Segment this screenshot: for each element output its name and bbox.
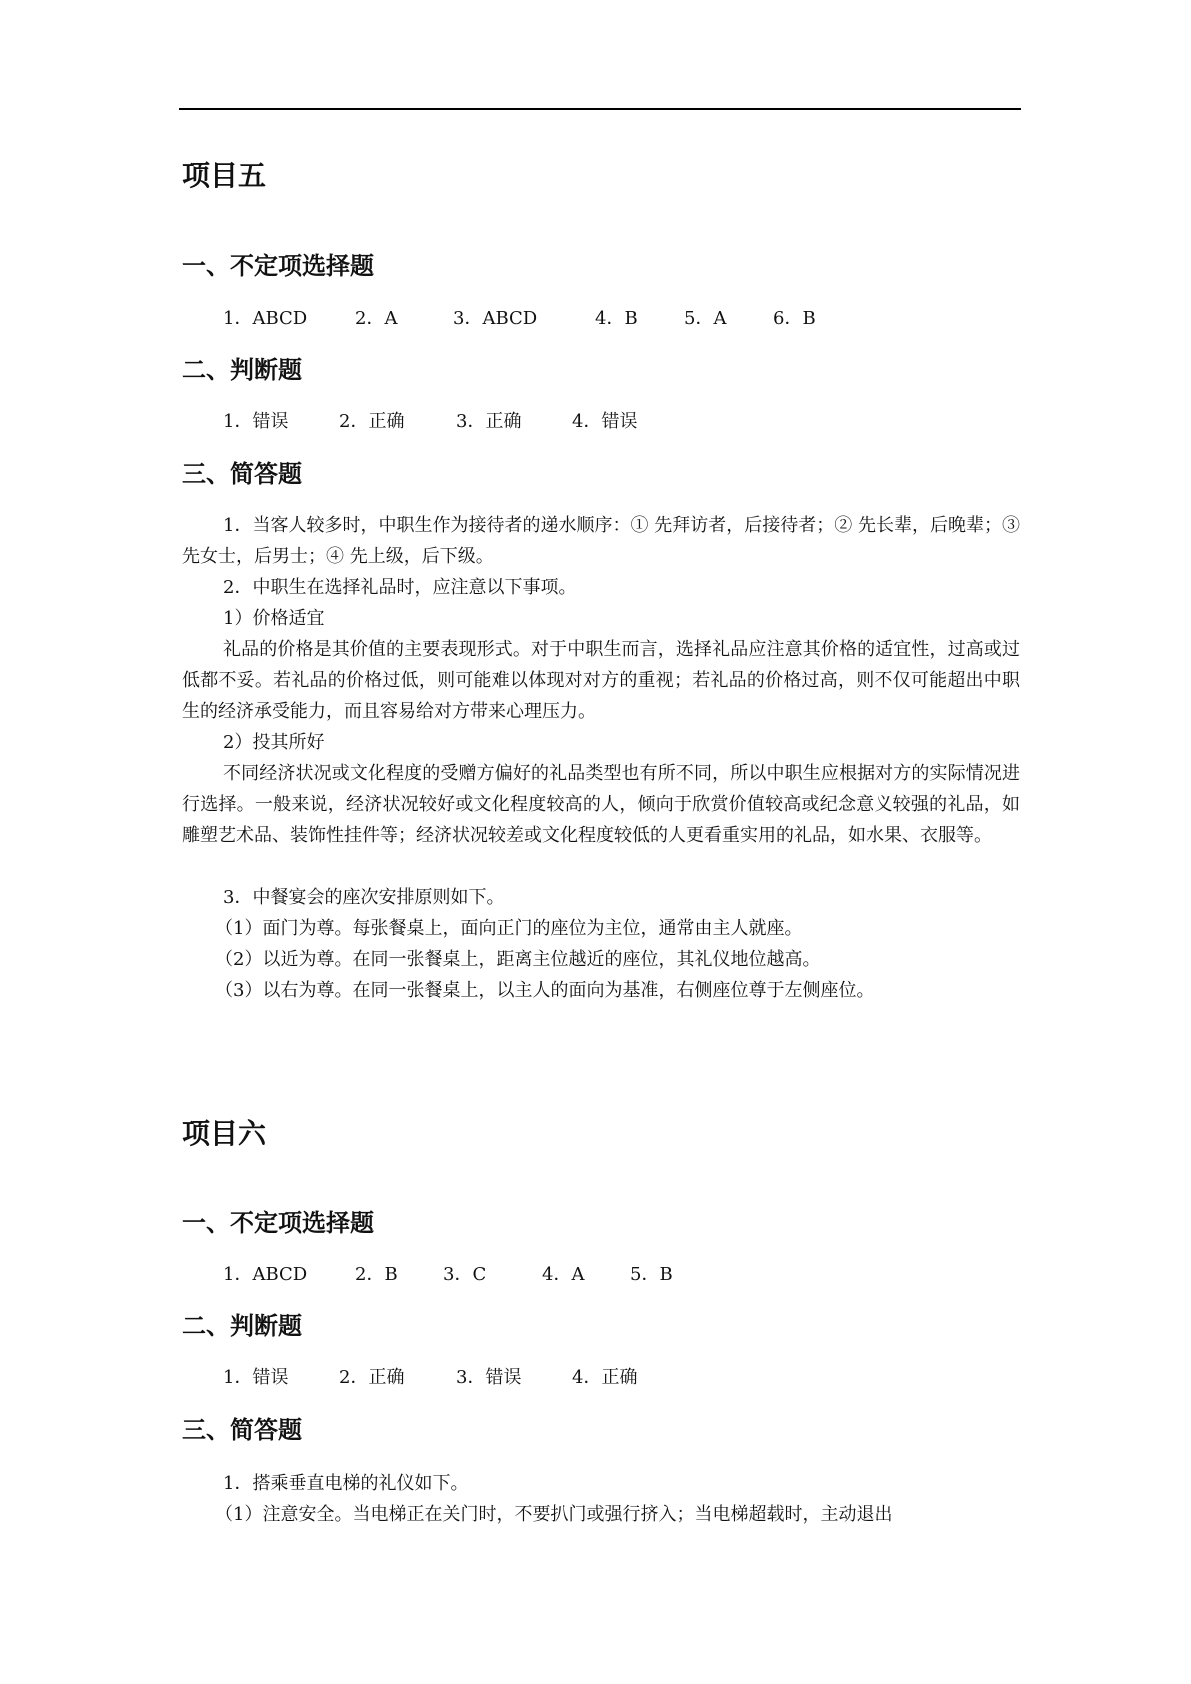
header-rule xyxy=(179,108,1021,110)
answer-item: 3．ABCD xyxy=(453,308,538,329)
answer-item: 2．正确 xyxy=(339,1367,405,1388)
answer-item: 2．A xyxy=(355,308,398,329)
p5-q2-heading-2: 2）投其所好 xyxy=(223,732,325,753)
p5-multiple-choice-answers xyxy=(223,310,816,328)
p5-q2-paragraph-1: 礼品的价格是其价值的主要表现形式。对于中职生而言，选择礼品应注意其价格的适宜性，过高或过低都不妥。若礼品的价格过低，则可能难以体现对对方的重视；若礼品的价格过高，则不仅可能超出中职生的经济承受能力，而且容易给对方带来心理压力。 xyxy=(182,639,1020,722)
answer-item: 1．错误 xyxy=(223,1367,289,1388)
answer-item: 4．错误 xyxy=(572,411,638,432)
answer-item: 2．正确 xyxy=(339,411,405,432)
p5-q1: 1．当客人较多时，中职生作为接待者的递水顺序：① 先拜访者，后接待者；② 先长辈，后晚辈；③ 先女士，后男士；④ 先上级，后下级。 xyxy=(182,515,1020,567)
p6-multiple-choice-answers xyxy=(223,1266,673,1284)
p6-section-true-false: 二、判断题 xyxy=(182,1312,302,1340)
answer-item: 1．错误 xyxy=(223,411,289,432)
p6-q1: 1．搭乘垂直电梯的礼仪如下。 xyxy=(223,1473,469,1494)
answer-item: 6．B xyxy=(773,308,816,329)
answer-item: 3．C xyxy=(443,1264,487,1285)
answer-item: 5．A xyxy=(684,308,727,329)
answer-item: 2．B xyxy=(355,1264,398,1285)
p5-q2-heading-1: 1）价格适宜 xyxy=(223,608,325,629)
p6-true-false-answers xyxy=(223,1369,637,1387)
p6-section-short-answer: 三、简答题 xyxy=(182,1416,302,1444)
p5-q3: 3．中餐宴会的座次安排原则如下。 xyxy=(223,887,505,908)
answer-item: 4．正确 xyxy=(572,1367,638,1388)
p5-q2: 2．中职生在选择礼品时，应注意以下事项。 xyxy=(223,577,577,598)
answer-item: 3．正确 xyxy=(456,411,522,432)
answer-item: 4．A xyxy=(542,1264,585,1285)
answer-item: 3．错误 xyxy=(456,1367,522,1388)
p5-section-multiple-choice: 一、不定项选择题 xyxy=(182,252,374,280)
p6-section-multiple-choice: 一、不定项选择题 xyxy=(182,1209,374,1237)
p5-q3-item-2: （2）以近为尊。在同一张餐桌上，距离主位越近的座位，其礼仪地位越高。 xyxy=(215,949,821,970)
p5-section-true-false: 二、判断题 xyxy=(182,356,302,384)
answer-item: 5．B xyxy=(630,1264,673,1285)
p5-q3-item-1: （1）面门为尊。每张餐桌上，面向正门的座位为主位，通常由主人就座。 xyxy=(215,918,803,939)
p5-q2-paragraph-2: 不同经济状况或文化程度的受赠方偏好的礼品类型也有所不同，所以中职生应根据对方的实际情况进行选择。一般来说，经济状况较好或文化程度较高的人，倾向于欣赏价值较高或纪念意义较强的礼品，如雕塑艺术品、装饰性挂件等；经济状况较差或文化程度较低的人更看重实用的礼品，如水果、衣服等。 xyxy=(182,763,1020,846)
answer-item: 1．ABCD xyxy=(223,1264,308,1285)
p5-section-short-answer: 三、简答题 xyxy=(182,460,302,488)
project-5-title: 项目五 xyxy=(182,159,267,192)
p5-true-false-answers xyxy=(223,413,637,431)
p5-q3-item-3: （3）以右为尊。在同一张餐桌上，以主人的面向为基准，右侧座位尊于左侧座位。 xyxy=(215,980,875,1001)
project-6-title: 项目六 xyxy=(182,1117,267,1150)
answer-item: 1．ABCD xyxy=(223,308,308,329)
answer-item: 4．B xyxy=(595,308,638,329)
p6-q1-item-1: （1）注意安全。当电梯正在关门时，不要扒门或强行挤入；当电梯超载时，主动退出 xyxy=(215,1504,893,1525)
